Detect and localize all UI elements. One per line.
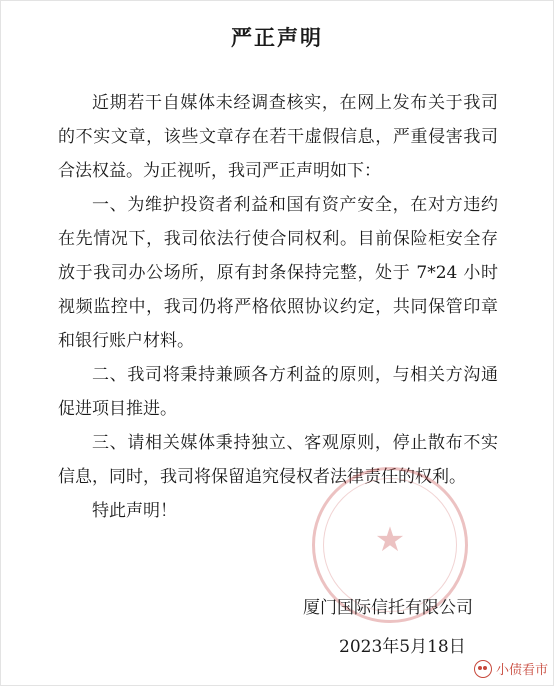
paragraph-point-1: 一、为维护投资者利益和国有资产安全，在对方违约在先情况下，我司依法行使合同权利。目前保险柜安全存放于我司办公场所，原有封条保持完整，处于 7*24 小时视频监控中，我司仍将严格依照协议约定，共同保管印章和银行账户材料。 bbox=[58, 195, 498, 351]
paragraph-closing: 特此声明！ bbox=[92, 501, 177, 521]
signatory-company: 厦门国际信托有限公司 bbox=[303, 598, 473, 618]
seal-star-icon: ★ bbox=[374, 520, 406, 560]
source-watermark bbox=[474, 659, 548, 678]
paragraph-point-2: 二、我司将秉持兼顾各方利益的原则，与相关方沟通促进项目推进。 bbox=[58, 365, 498, 419]
document-body bbox=[58, 86, 498, 528]
signature-date: 2023年5月18日 bbox=[339, 637, 466, 657]
paragraph-point-3: 三、请相关媒体秉持独立、客观原则，停止散布不实信息，同时，我司将保留追究侵权者法律责任的权利。 bbox=[58, 433, 498, 487]
document-title: 严正声明 bbox=[231, 25, 323, 50]
paragraph-intro: 近期若干自媒体未经调查核实，在网上发布关于我司的不实文章，该些文章存在若干虚假信息，严重侵害我司合法权益。为正视听，我司严正声明如下： bbox=[58, 93, 498, 181]
watermark-label: 小债看市 bbox=[495, 663, 548, 678]
wechat-icon bbox=[474, 660, 492, 678]
